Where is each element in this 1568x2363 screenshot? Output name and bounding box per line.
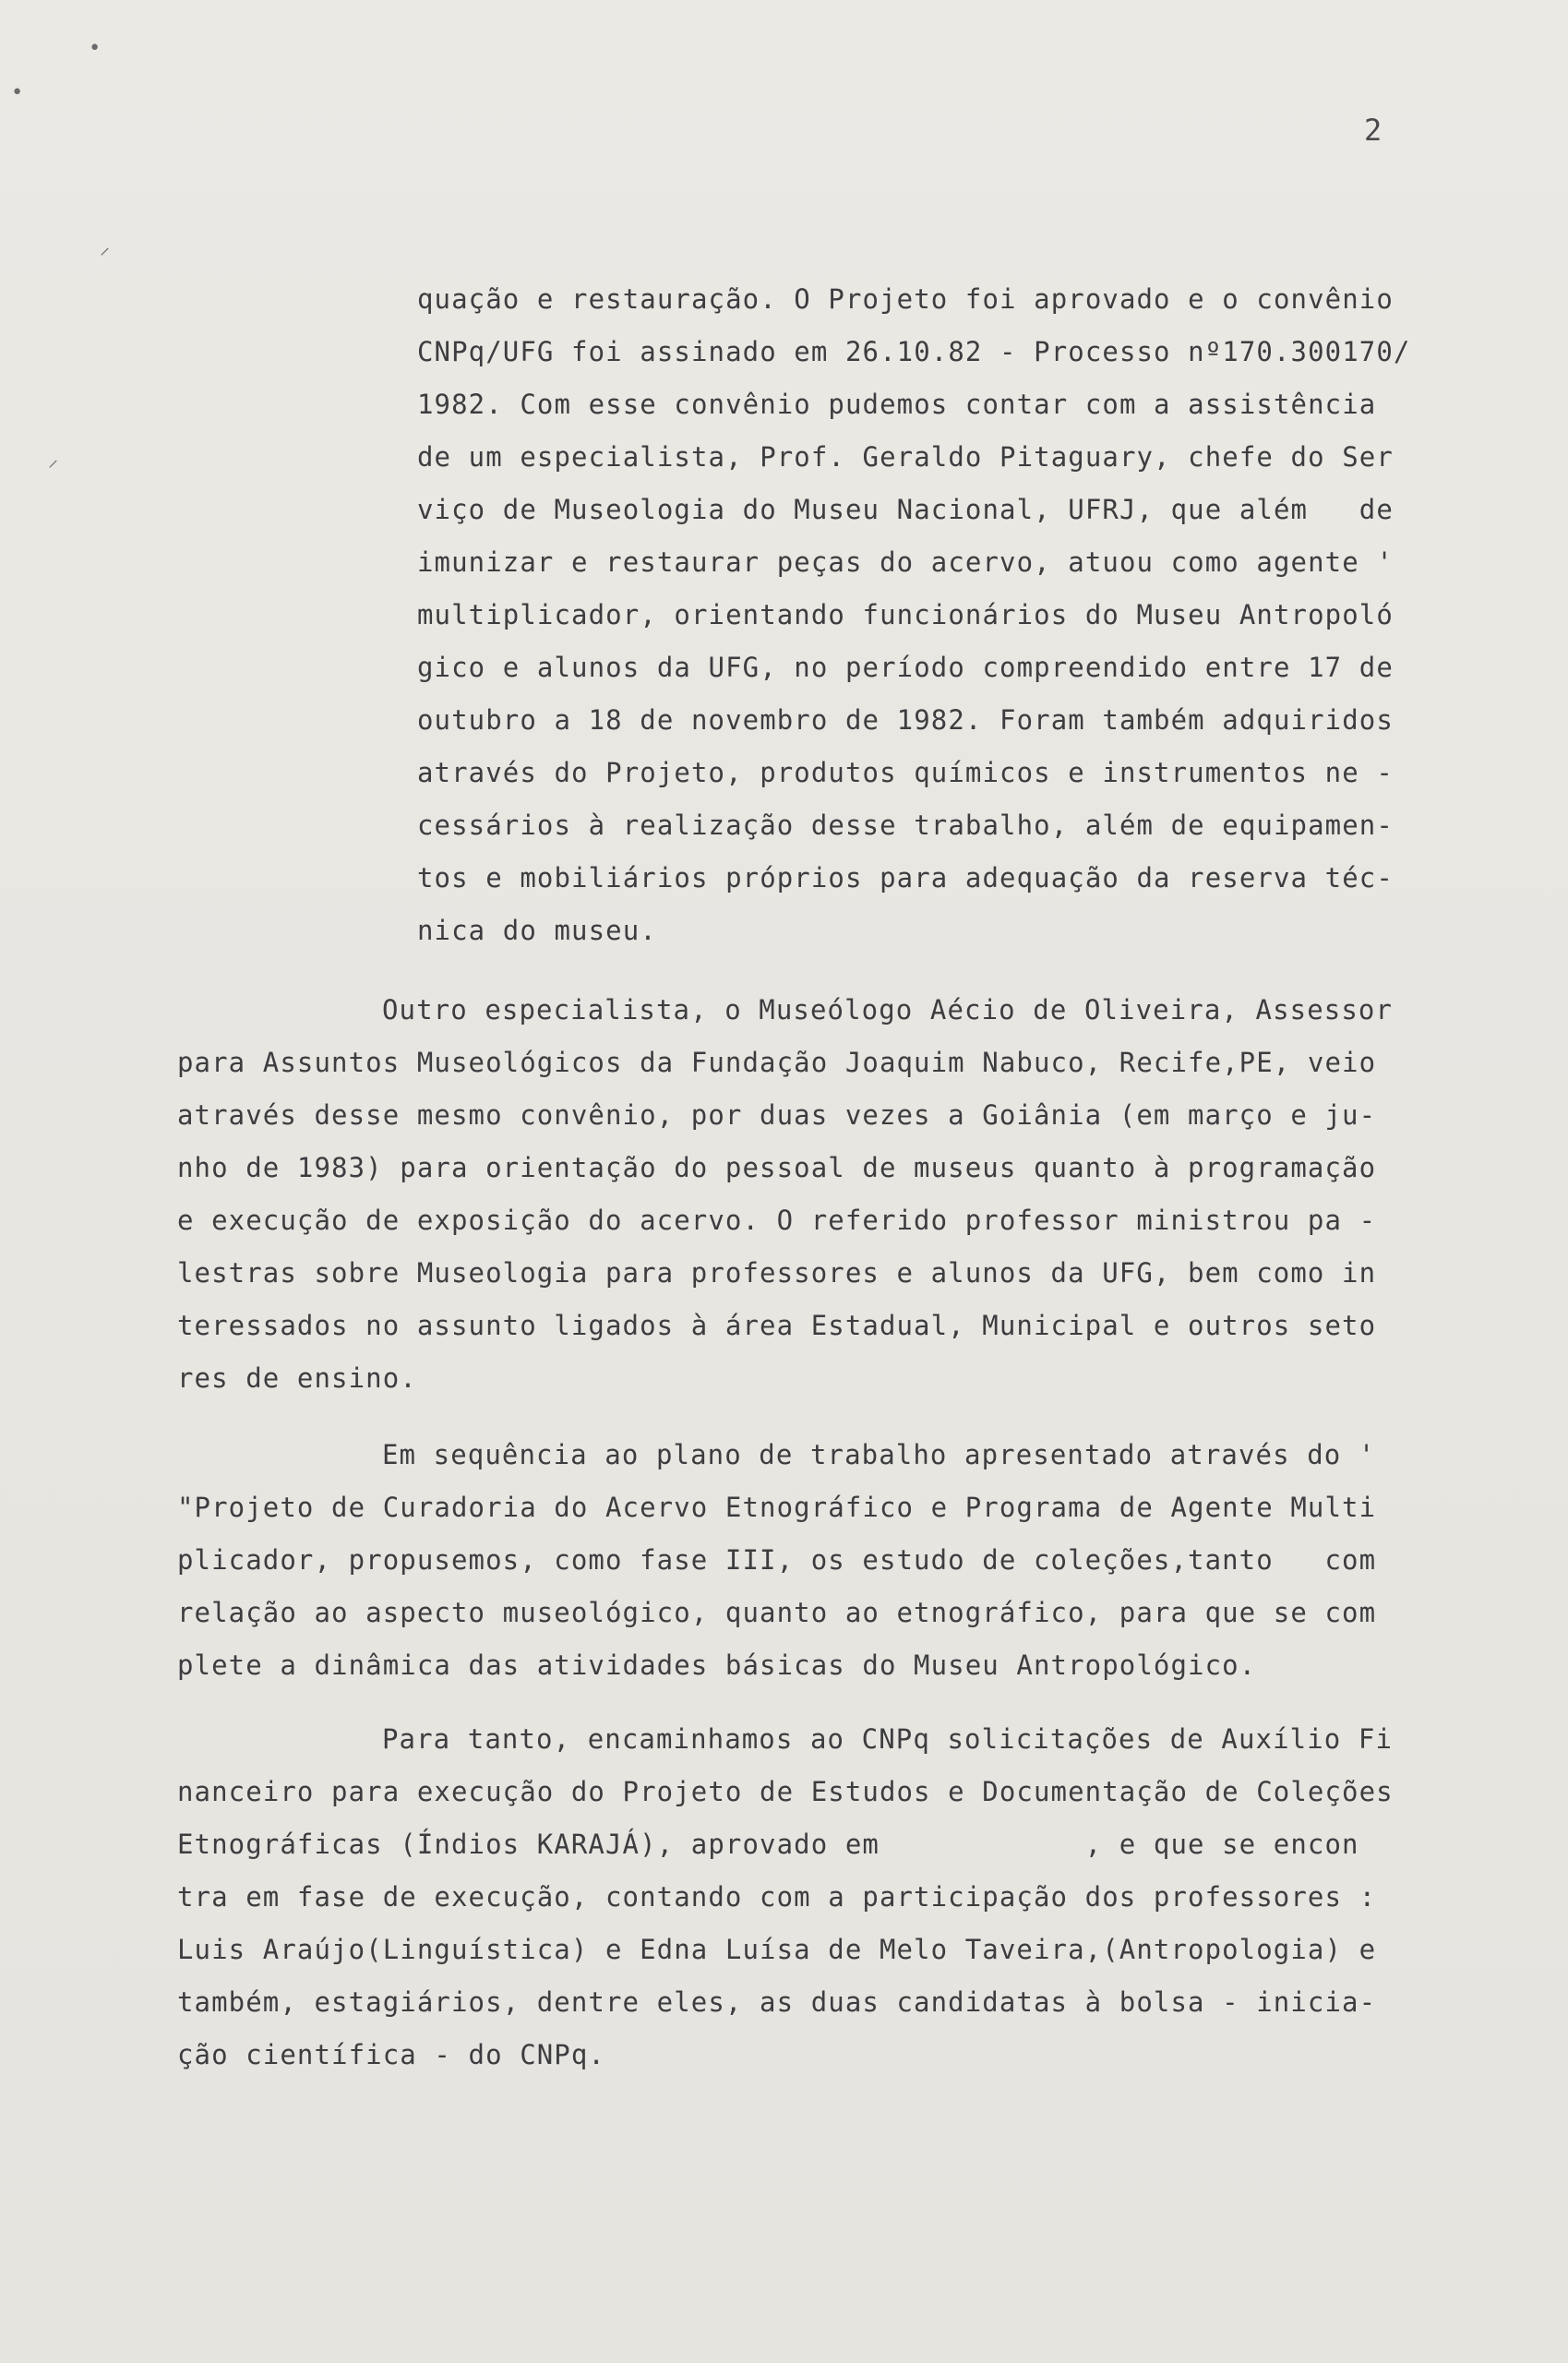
text-line: quação e restauração. O Projeto foi aprovado e o convênio	[417, 283, 1394, 315]
text-line: res de ensino.	[177, 1362, 417, 1394]
text-line: multiplicador, orientando funcionários do Museu Antropoló	[417, 599, 1394, 630]
page-number: 2	[1364, 113, 1382, 148]
text-line: nho de 1983) para orientação do pessoal de museus quanto à programação	[177, 1152, 1377, 1183]
paragraph-4	[177, 1713, 1488, 2081]
text-line: Etnográficas (Índios KARAJÁ), aprovado em , e que se encon	[177, 1829, 1359, 1860]
text-line: 1982. Com esse convênio pudemos contar com a assistência	[417, 389, 1377, 420]
text-line: Luis Araújo(Linguística) e Edna Luísa de Melo Taveira,(Antropologia) e	[177, 1934, 1377, 1965]
text-line: viço de Museologia do Museu Nacional, UFRJ, que além de	[417, 494, 1394, 525]
text-line: tra em fase de execução, contando com a participação dos professores :	[177, 1881, 1377, 1913]
text-line: Em sequência ao plano de trabalho apresentado através do '	[382, 1439, 1376, 1470]
paragraph-1	[417, 273, 1478, 957]
margin-mark: •	[89, 37, 102, 60]
text-line: tos e mobiliários próprios para adequação da reserva téc-	[417, 862, 1394, 894]
text-line: Outro especialista, o Museólogo Aécio de Oliveira, Assessor	[382, 994, 1394, 1026]
text-line: gico e alunos da UFG, no período compreendido entre 17 de	[417, 652, 1394, 683]
text-line: Para tanto, encaminhamos ao CNPq solicitações de Auxílio Fi	[382, 1723, 1394, 1755]
text-line: "Projeto de Curadoria do Acervo Etnográfico e Programa de Agente Multi	[177, 1492, 1377, 1523]
text-line: lestras sobre Museologia para professores e alunos da UFG, bem como in	[177, 1257, 1377, 1289]
text-line: plete a dinâmica das atividades básicas do Museu Antropológico.	[177, 1649, 1257, 1681]
text-line: nica do museu.	[417, 915, 657, 946]
text-line: relação ao aspecto museológico, quanto ao etnográfico, para que se com	[177, 1597, 1377, 1628]
text-line: através desse mesmo convênio, por duas vezes a Goiânia (em março e ju-	[177, 1099, 1377, 1131]
paragraph-3	[177, 1429, 1488, 1692]
paragraph-2	[177, 984, 1488, 1405]
text-line: teressados no assunto ligados à área Estadual, Municipal e outros seto	[177, 1310, 1377, 1341]
text-line: também, estagiários, dentre eles, as duas candidatas à bolsa - inicia-	[177, 1986, 1377, 2018]
text-line: imunizar e restaurar peças do acervo, atuou como agente '	[417, 546, 1394, 578]
text-line: ção científica - do CNPq.	[177, 2039, 605, 2070]
text-line: plicador, propusemos, como fase III, os estudo de coleções,tanto com	[177, 1544, 1377, 1576]
text-line: e execução de exposição do acervo. O referido professor ministrou pa -	[177, 1205, 1377, 1236]
text-line: através do Projeto, produtos químicos e instrumentos ne -	[417, 757, 1394, 788]
text-line: nanceiro para execução do Projeto de Estudos e Documentação de Coleções	[177, 1776, 1394, 1807]
text-line: de um especialista, Prof. Geraldo Pitaguary, chefe do Ser	[417, 441, 1394, 473]
text-line: outubro a 18 de novembro de 1982. Foram também adquiridos	[417, 704, 1394, 736]
text-line: CNPq/UFG foi assinado em 26.10.82 - Processo nº170.300170/	[417, 336, 1411, 367]
text-line: cessários à realização desse trabalho, além de equipamen-	[417, 810, 1394, 841]
text-line: para Assuntos Museológicos da Fundação Joaquim Nabuco, Recife,PE, veio	[177, 1047, 1377, 1078]
margin-mark: ⸝	[100, 236, 111, 259]
margin-mark: ⸝	[48, 449, 59, 472]
margin-mark: •	[11, 81, 24, 104]
